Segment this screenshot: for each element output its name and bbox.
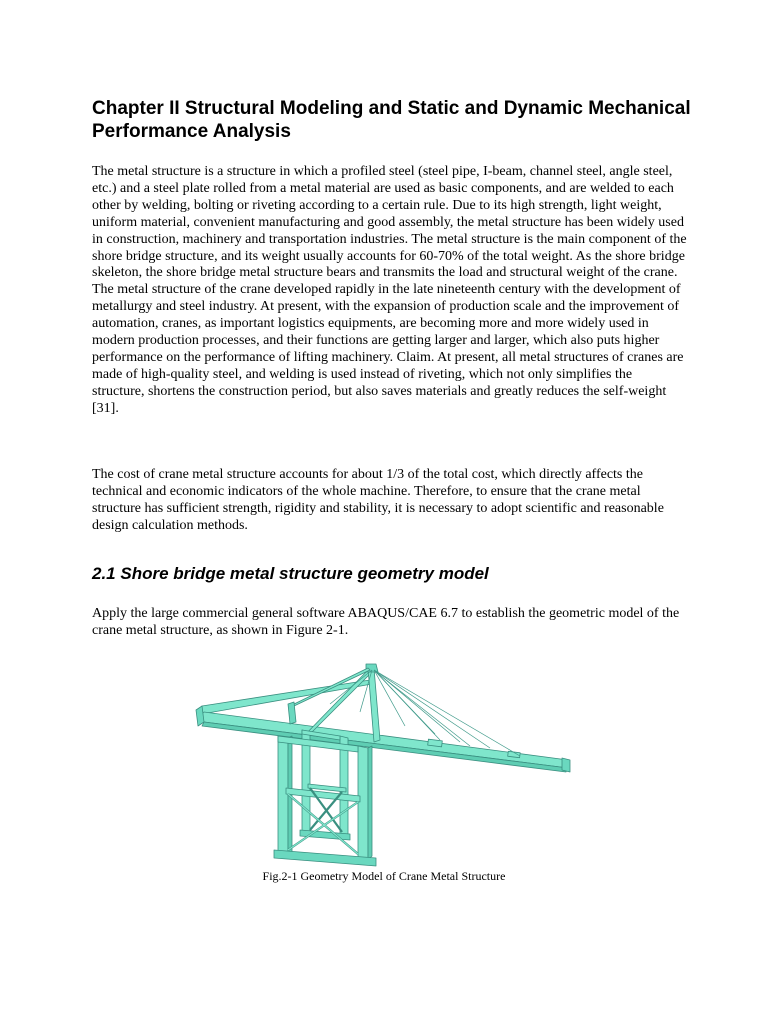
figure-caption: Fig.2-1 Geometry Model of Crane Metal Structure xyxy=(262,869,506,883)
crane-figure xyxy=(190,660,575,870)
body-paragraph-software: Apply the large commercial general software ABAQUS/CAE 6.7 to establish the geometric model of the crane metal structure, as shown in Figure 2-1. xyxy=(92,606,680,638)
chapter-title: Chapter II Structural Modeling and Static and Dynamic Mechanical Performance Analysis xyxy=(92,98,691,142)
portal-crossbeam-mid xyxy=(286,788,360,802)
portal-leg-left-front xyxy=(278,736,288,858)
portal-leg-right-front xyxy=(358,746,368,860)
apex-leg-front xyxy=(368,668,380,742)
body-paragraph-cost: The cost of crane metal structure accounts for about 1/3 of the total cost, which directly affects the technical and economic indicators of the whole machine. Therefore, to ensure that the crane metal structure has sufficient strength, rigidity and stability, it is necessary to adopt scientific and reasonable design calculation methods. xyxy=(92,467,664,533)
crane-model-illustration xyxy=(190,660,575,870)
section-heading: 2.1 Shore bridge metal structure geometry model xyxy=(92,564,489,583)
body-paragraph-metal-structure: The metal structure is a structure in which a profiled steel (steel pipe, I-beam, channel steel, angle steel, etc.) and a steel plate rolled from a metal material are used as basic components, and are welded to each other by welding, bolting or riveting according to a certain rule. Due to its high strength, light weight, uniform material, convenient manufacturing and good assembly, the metal structure has been widely used in construction, machinery and transportation industries. The metal structure is the main component of the shore bridge structure, and its weight usually accounts for 60-70% of the total weight. As the shore bridge skeleton, the shore bridge metal structure bears and transmits the load and structural weight of the crane. The metal structure of the crane developed rapidly in the late nineteenth century with the development of metallurgy and steel industry. At present, with the expansion of production scale and the improvement of automation, cranes, as important logistics equipments, are becoming more and more widely used in modern production processes, and their functions are getting larger and larger, which also puts higher performance on the performance of lifting machinery. Claim. At present, all metal structures of cranes are made of high-quality steel, and welding is used instead of riveting, which not only simplifies the structure, shortens the construction period, but also saves materials and greatly reduces the self-weight [31]. xyxy=(92,164,687,416)
portal-leg-right-back xyxy=(340,736,348,838)
main-girder xyxy=(200,712,568,768)
girder-end-front xyxy=(562,758,570,772)
trolley-block xyxy=(428,739,443,747)
